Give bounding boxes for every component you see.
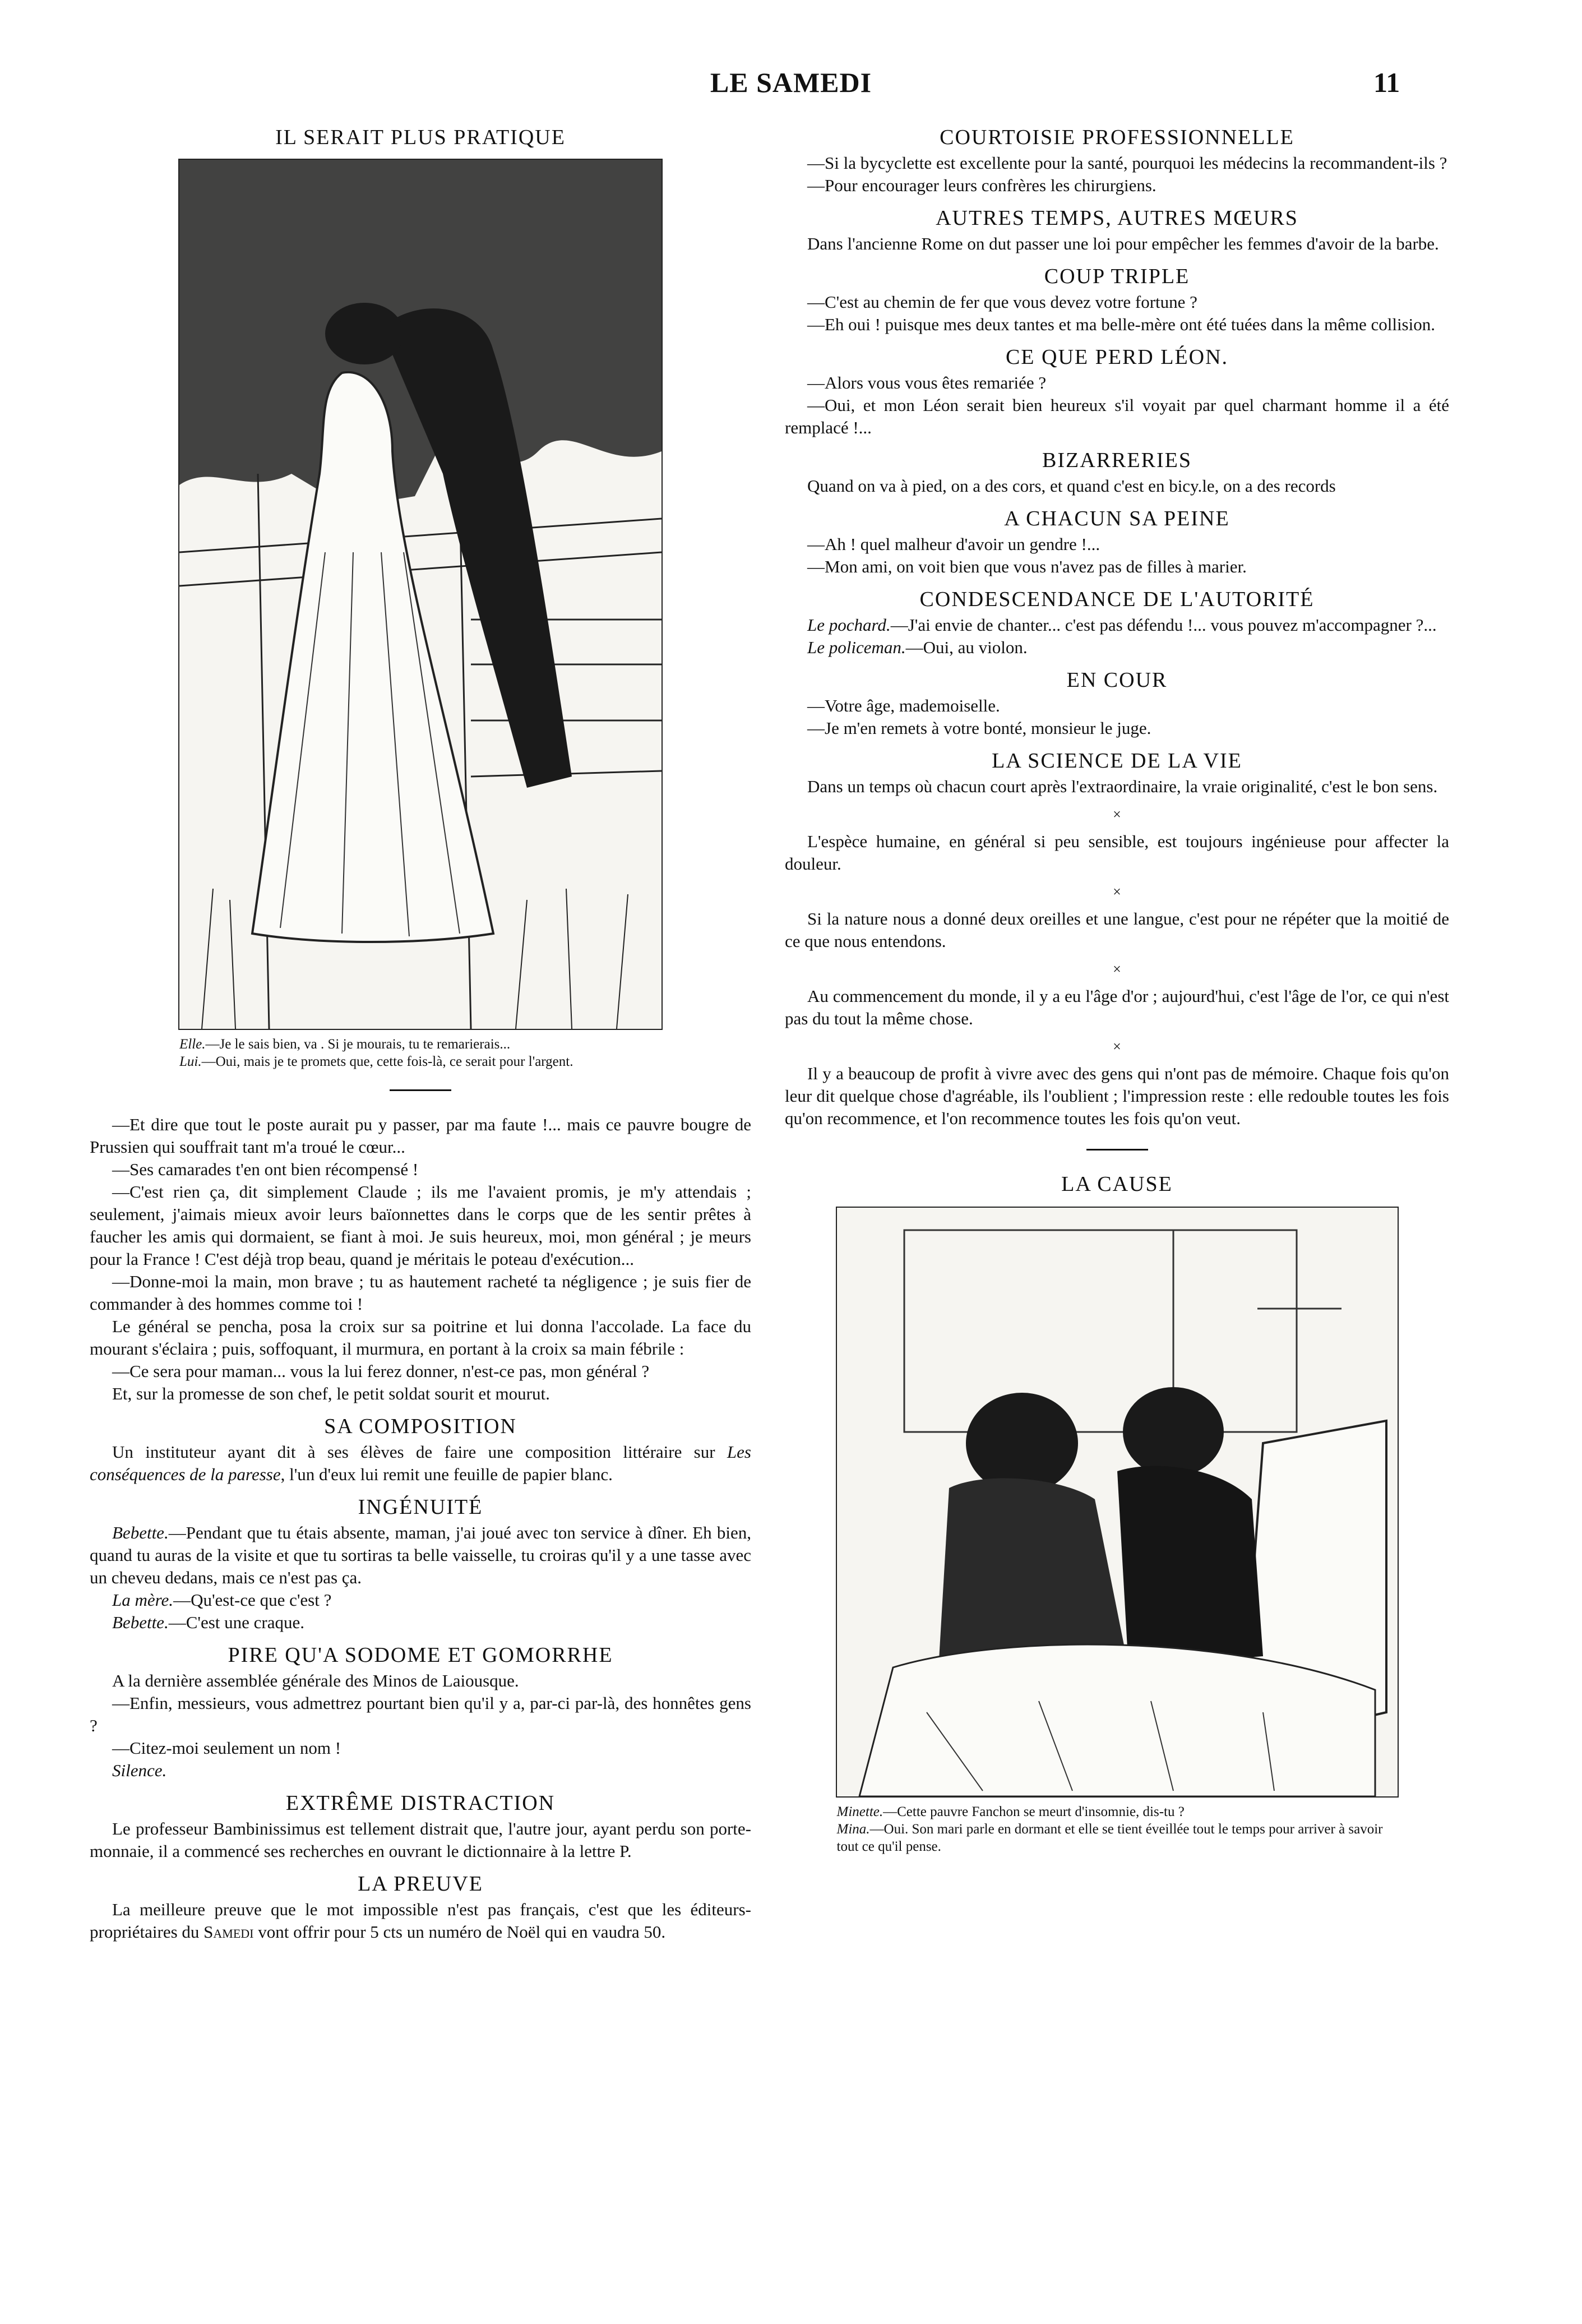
publication-name: Samedi bbox=[203, 1922, 254, 1942]
maxim: L'espèce humaine, en général si peu sensible, est toujours ingénieuse pour affecter la douleur. bbox=[785, 831, 1449, 874]
section-title-condescendance: CONDESCENDANCE DE L'AUTORITÉ bbox=[919, 588, 1315, 611]
story-continuation bbox=[90, 1114, 751, 1405]
story-paragraph: —C'est rien ça, dit simplement Claude ; ils me l'avaient promis, je m'y attendais ; seulement, j'aimais mieux avoir leurs baïonnettes dans le corps que de les sentir prêtes à faucher les amis qui dormaient, se fiant à moi. Je suis heureux, moi, mon général ; je meurs pour la France ! C'est déjà trop beau, quand je méritais le poteau d'exécution... bbox=[90, 1182, 751, 1269]
text-run: , l'un d'eux lui remit une feuille de papier blanc. bbox=[280, 1464, 613, 1484]
maxim-separator: × bbox=[1113, 1038, 1121, 1055]
couple-at-fence-drawing bbox=[179, 160, 662, 1029]
text-run: Un instituteur ayant dit à ses élèves de faire une composition littéraire sur bbox=[112, 1442, 727, 1462]
section-title-en-cour: EN COUR bbox=[1066, 668, 1168, 692]
story-paragraph: —Et dire que tout le poste aurait pu y passer, par ma faute !... mais ce pauvre bougre de Prussien qui souffrait tant m'a troué le cœur... bbox=[90, 1115, 751, 1157]
dialogue-line bbox=[90, 1589, 751, 1611]
story-paragraph: —Ses camarades t'en ont bien récompensé ! bbox=[112, 1159, 419, 1179]
text-run: vont offrir pour 5 cts un numéro de Noël qui en vaudra 50. bbox=[253, 1922, 666, 1942]
left-column bbox=[90, 126, 751, 1943]
text-run: La meilleure preuve que le mot impossible n'est pas français, c'est que les éditeurs-propriétaires du bbox=[90, 1900, 751, 1942]
section-title-extreme-distraction: EXTRÊME DISTRACTION bbox=[285, 1791, 556, 1815]
bizarreries-text: Quand on va à pied, on a des cors, et quand c'est en bicy.le, on a des records bbox=[807, 476, 1336, 496]
section-title-pire: PIRE QU'A SODOME ET GOMORRHE bbox=[228, 1643, 613, 1667]
a-chacun-line: —Ah ! quel malheur d'avoir un gendre !... bbox=[807, 534, 1100, 554]
speaker: Le pochard. bbox=[807, 615, 891, 635]
illustration-two-women-reading bbox=[836, 1207, 1399, 1798]
extreme-distraction-text: Le professeur Bambinissimus est tellement distrait que, l'autre jour, ayant perdu son porte-monnaie, il a commencé ses recherches en ouvrant le dictionnaire à la lettre P. bbox=[90, 1819, 751, 1861]
story-paragraph: Le général se pencha, posa la croix sur sa poitrine et lui donna l'accolade. La face du mourant s'éclaira ; puis, soffoquant, il murmura, en portant à la croix sa main fébrile : bbox=[90, 1316, 751, 1359]
section-title-ingenuite: INGÉNUITÉ bbox=[358, 1495, 483, 1519]
ce-que-perd-line: —Alors vous vous êtes remariée ? bbox=[807, 373, 1047, 392]
section-title-autres-temps: AUTRES TEMPS, AUTRES MŒURS bbox=[936, 206, 1298, 230]
maxim-separator: × bbox=[1113, 884, 1121, 900]
pire-silence: Silence. bbox=[112, 1761, 167, 1780]
pire-line: —Enfin, messieurs, vous admettrez pourtant bien qu'il y a, par-ci par-là, des honnêtes gens ? bbox=[90, 1693, 751, 1735]
ce-que-perd-line: —Oui, et mon Léon serait bien heureux s'il voyait par quel charmant homme il a été remplacé !... bbox=[785, 395, 1449, 437]
section-title-ce-que-perd-leon: CE QUE PERD LÉON. bbox=[1005, 345, 1229, 369]
la-preuve-text bbox=[90, 1898, 751, 1943]
dialogue-line bbox=[90, 1611, 751, 1634]
courtoisie-line: —Si la bycyclette est excellente pour la santé, pourquoi les médecins la recommandent-ils ? bbox=[807, 153, 1447, 173]
section-title-la-preuve: LA PREUVE bbox=[358, 1872, 483, 1896]
section-title-science: LA SCIENCE DE LA VIE bbox=[992, 749, 1242, 773]
caption-speaker: Lui. bbox=[179, 1054, 202, 1069]
dialogue-line bbox=[90, 1522, 751, 1589]
dialogue-line bbox=[785, 614, 1449, 636]
maxim: Il y a beaucoup de profit à vivre avec des gens qui n'ont pas de mémoire. Chaque fois qu'on leur dit quelque chose d'agréable, ils l'oublient ; l'impression reste : elle redouble toutes les fois qu'on recommence, et l'on recommence toutes les fois qu'on veut. bbox=[785, 1064, 1449, 1128]
speech: —Qu'est-ce que c'est ? bbox=[173, 1590, 332, 1610]
illustration-caption-1 bbox=[179, 1036, 662, 1070]
pire-line: —Citez-moi seulement un nom ! bbox=[112, 1738, 341, 1758]
section-title-coup-triple: COUP TRIPLE bbox=[1044, 265, 1190, 288]
italic-title: Les conséquences de la paresse bbox=[90, 1442, 751, 1484]
pire-line: A la dernière assemblée générale des Minos de Laiousque. bbox=[112, 1671, 519, 1690]
en-cour-line: —Je m'en remets à votre bonté, monsieur le juge. bbox=[807, 718, 1151, 738]
speaker: Bebette. bbox=[112, 1613, 169, 1632]
story-paragraph: —Ce sera pour maman... vous la lui ferez donner, n'est-ce pas, mon général ? bbox=[112, 1361, 650, 1381]
maxim: Si la nature nous a donné deux oreilles et une langue, c'est pour ne répéter que la moitié de ce que nous entendons. bbox=[785, 909, 1449, 951]
illustration-caption-2 bbox=[837, 1803, 1398, 1855]
two-women-reading-drawing bbox=[837, 1208, 1398, 1796]
section-title-sa-composition: SA COMPOSITION bbox=[324, 1415, 517, 1438]
right-column bbox=[785, 126, 1449, 1855]
caption-speaker: Elle. bbox=[179, 1037, 206, 1052]
section-title-courtoisie: COURTOISIE PROFESSIONNELLE bbox=[940, 126, 1294, 149]
caption-speaker: Mina. bbox=[836, 1822, 870, 1837]
caption-line: —Je le sais bien, va . Si je mourais, tu te remarierais... bbox=[205, 1037, 511, 1052]
caption-line: —Oui. Son mari parle en dormant et elle se tient éveillée tout le temps pour arriver à savoir tout ce qu'il pense. bbox=[836, 1822, 1383, 1854]
courtoisie-line: —Pour encourager leurs confrères les chirurgiens. bbox=[807, 175, 1157, 195]
illustration-couple-at-fence bbox=[178, 159, 663, 1030]
speaker: Bebette. bbox=[112, 1523, 169, 1542]
caption-line: —Oui, mais je te promets que, cette fois-là, ce serait pour l'argent. bbox=[201, 1054, 573, 1069]
story-paragraph: —Donne-moi la main, mon brave ; tu as hautement racheté ta négligence ; je suis fier de commander à des hommes comme toi ! bbox=[90, 1272, 751, 1314]
sa-composition-text bbox=[90, 1441, 751, 1486]
caption-speaker: Minette. bbox=[836, 1804, 883, 1819]
maxim-separator: × bbox=[1113, 961, 1121, 977]
caption-line: —Cette pauvre Fanchon se meurt d'insomnie, dis-tu ? bbox=[883, 1804, 1185, 1819]
en-cour-line: —Votre âge, mademoiselle. bbox=[807, 696, 1000, 715]
separator-rule bbox=[1086, 1149, 1148, 1151]
speech: —Oui, au violon. bbox=[905, 637, 1028, 657]
dialogue-line bbox=[785, 636, 1449, 659]
maxim: Dans un temps où chacun court après l'extraordinaire, la vraie originalité, c'est le bon sens. bbox=[807, 777, 1438, 796]
newspaper-title: LE SAMEDI bbox=[710, 67, 872, 98]
maxim-separator: × bbox=[1113, 806, 1121, 823]
speaker: Le policeman. bbox=[807, 637, 906, 657]
illustration-title-1: IL SERAIT PLUS PRATIQUE bbox=[275, 126, 566, 149]
illustration-title-2: LA CAUSE bbox=[1061, 1172, 1173, 1196]
story-paragraph: Et, sur la promesse de son chef, le petit soldat sourit et mourut. bbox=[112, 1384, 550, 1403]
speech: —Pendant que tu étais absente, maman, j'ai joué avec ton service à dîner. Eh bien, quand tu auras de la visite et que tu sortiras ta belle vaisselle, tu croiras qu'il y a une tasse avec un cheveu dedans, mais ce n'est pas ça. bbox=[90, 1523, 751, 1587]
section-title-bizarreries: BIZARRERIES bbox=[1042, 449, 1192, 472]
section-title-a-chacun: A CHACUN SA PEINE bbox=[1004, 507, 1230, 530]
speech: —C'est une craque. bbox=[168, 1613, 305, 1632]
separator-rule bbox=[390, 1089, 451, 1091]
page-number: 11 bbox=[1373, 67, 1400, 98]
speaker: La mère. bbox=[112, 1590, 174, 1610]
autres-temps-text: Dans l'ancienne Rome on dut passer une loi pour empêcher les femmes d'avoir de la barbe. bbox=[807, 234, 1439, 253]
maxim: Au commencement du monde, il y a eu l'âge d'or ; aujourd'hui, c'est l'âge de l'or, ce qui n'est pas du tout la même chose. bbox=[785, 986, 1449, 1028]
coup-triple-line: —Eh oui ! puisque mes deux tantes et ma belle-mère ont été tuées dans la même collision. bbox=[807, 315, 1435, 334]
speech: —J'ai envie de chanter... c'est pas défendu !... vous pouvez m'accompagner ?... bbox=[890, 615, 1437, 635]
coup-triple-line: —C'est au chemin de fer que vous devez votre fortune ? bbox=[807, 292, 1197, 312]
a-chacun-line: —Mon ami, on voit bien que vous n'avez pas de filles à marier. bbox=[807, 557, 1247, 576]
